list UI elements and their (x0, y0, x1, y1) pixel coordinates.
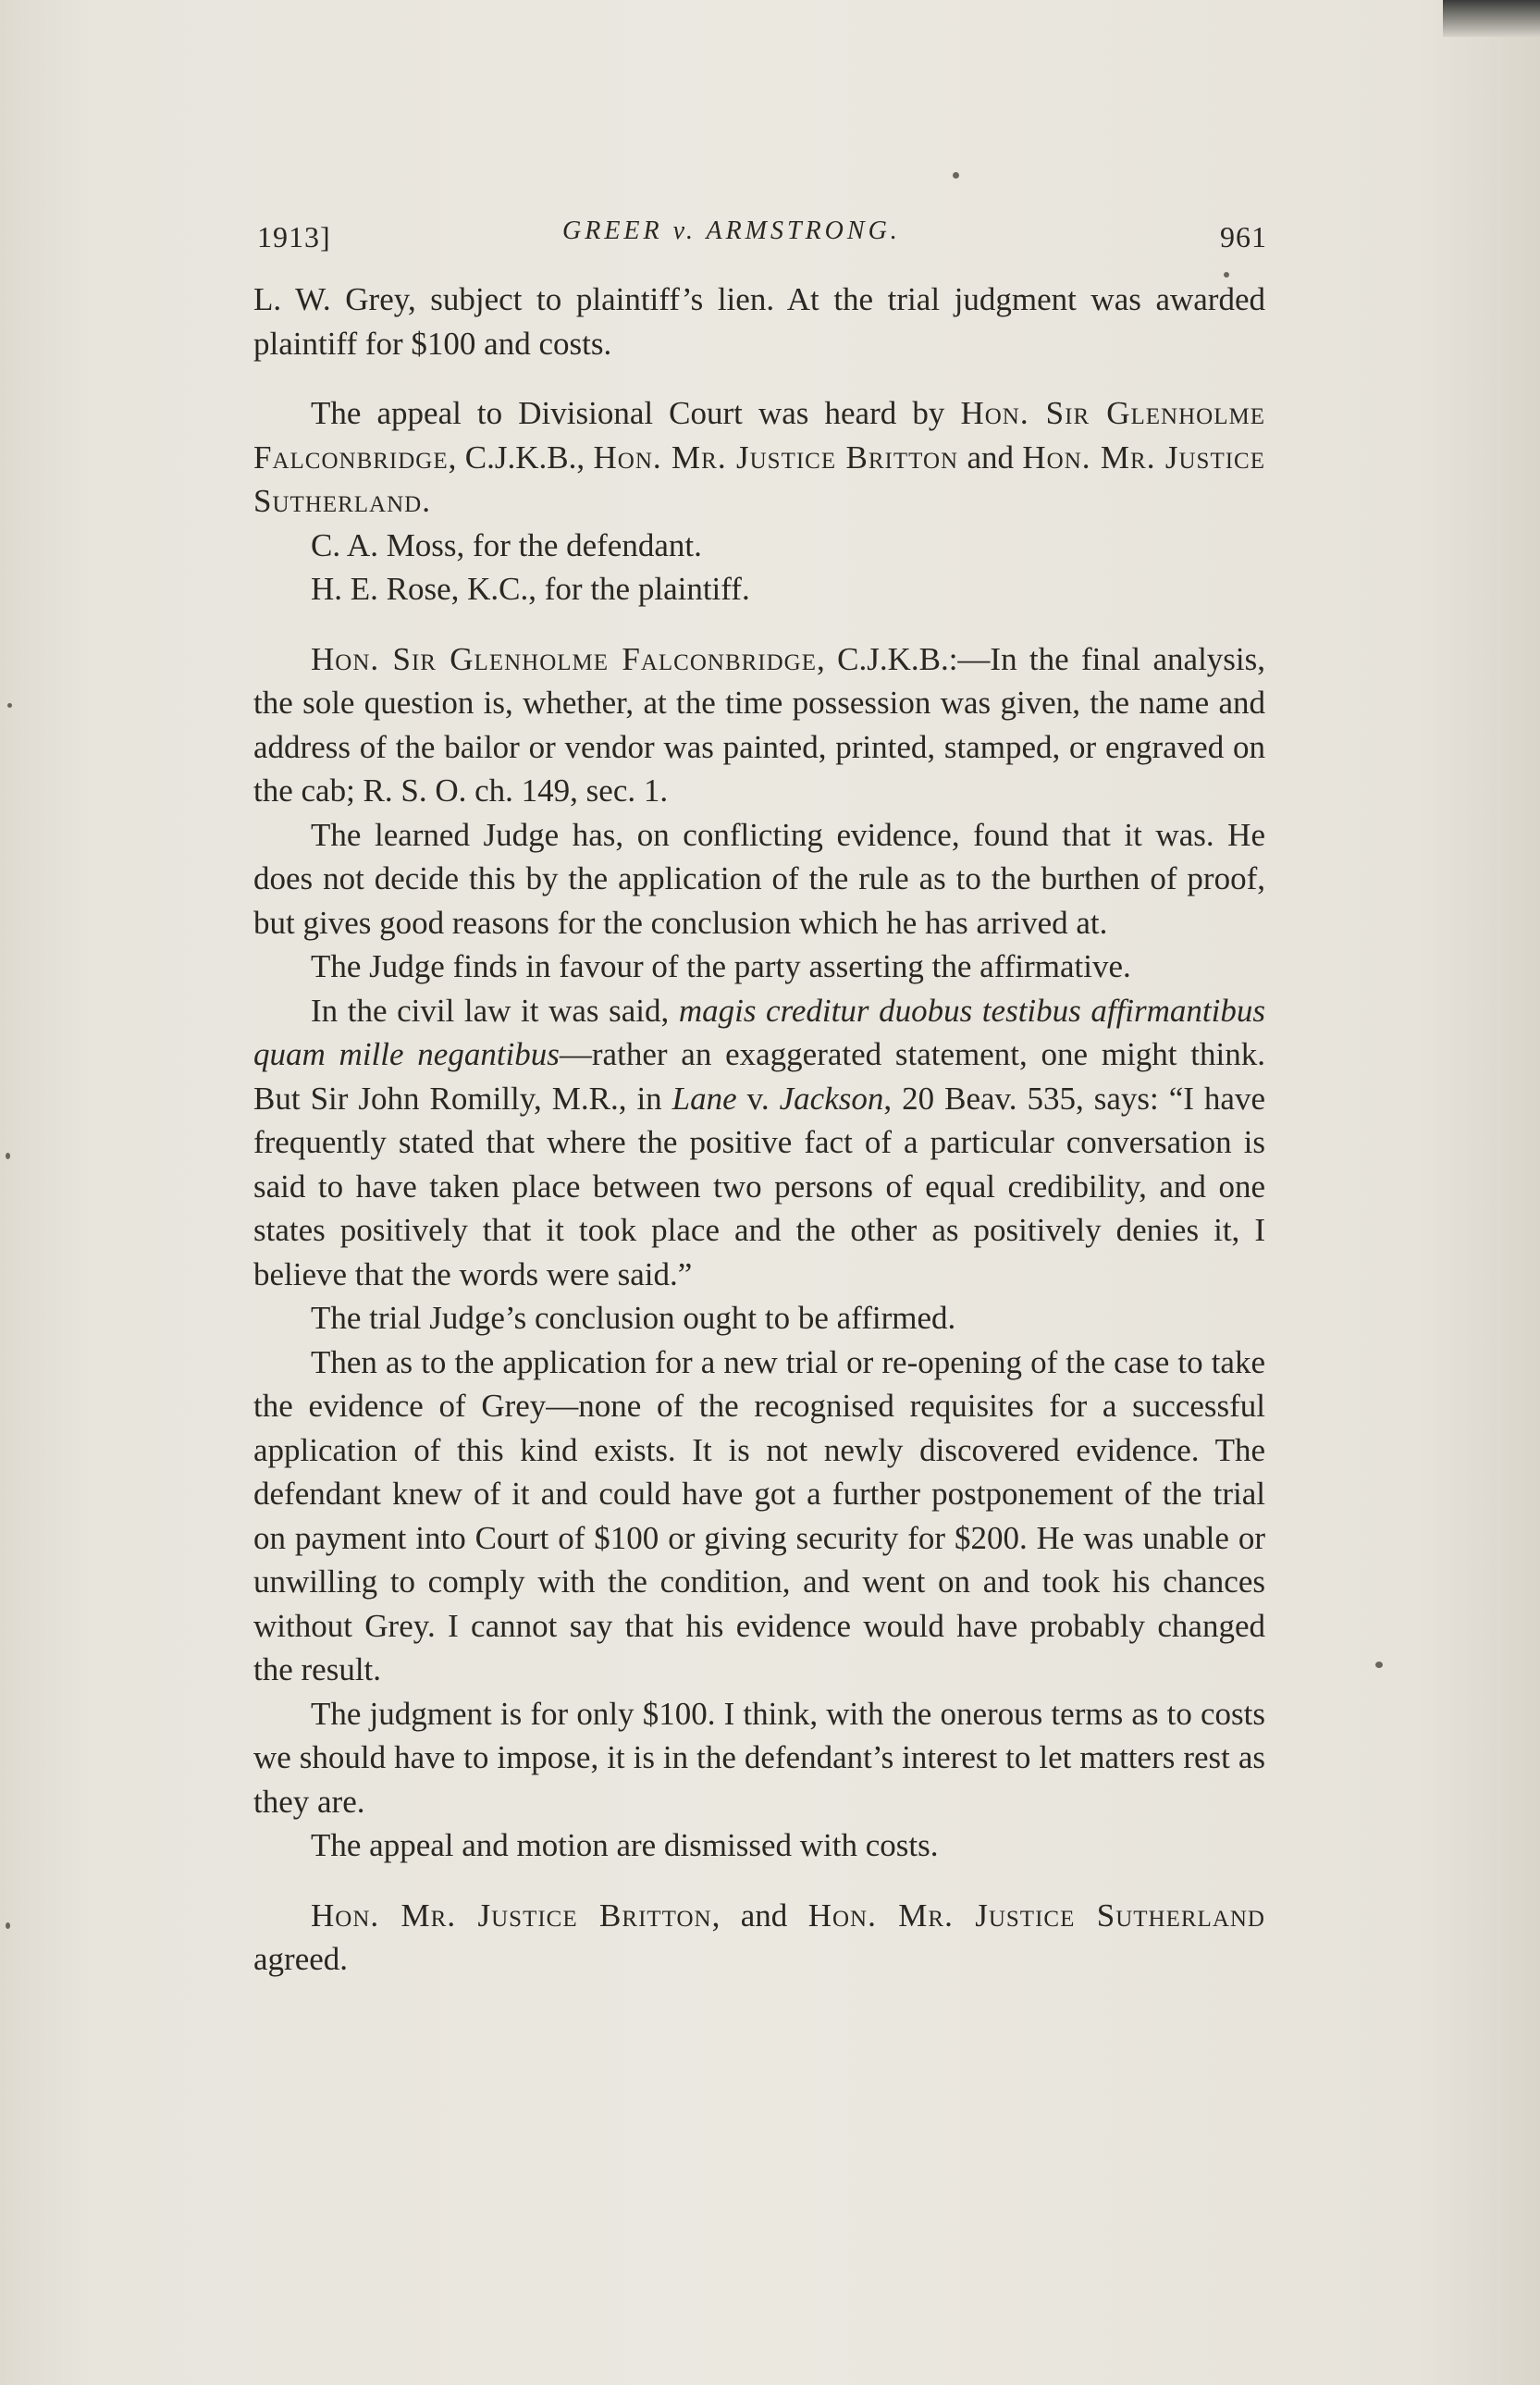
paragraph-judgment-opening (253, 637, 1265, 813)
paragraph-learned-judge: The learned Judge has, on conflicting evidence, found that it was. He does not decide this by the application of the rule as to the burthen of proof, but gives good reasons for the conclusion which he has arrived at. (253, 816, 1265, 941)
text-run: . (422, 483, 430, 519)
judge-name: Hon. Sir Glenholme Falconbridge (311, 640, 818, 677)
text-run: and (958, 439, 1023, 476)
paragraph-judge-finds: The Judge finds in favour of the party asserting the affirmative. (311, 948, 1131, 984)
paper-speck (953, 172, 959, 179)
header-year: 1913] (257, 220, 331, 253)
paper-speck (1375, 1662, 1383, 1668)
paragraph-dismissed: The appeal and motion are dismissed with costs. (311, 1827, 939, 1863)
paragraph-affirmed: The trial Judge’s conclusion ought to be affirmed. (311, 1300, 956, 1336)
page-body (253, 278, 1265, 1982)
text-run: , and (711, 1897, 808, 1934)
counsel-defendant: C. A. Moss, for the defendant. (311, 526, 702, 563)
text-run: , 20 Beav. 535, says: “I have frequently stated that where the positive fact of a particular conversation is said to have taken place between two persons of equal credibility, and one states positively that it took place and the other as positively denies it, I believe that the words were said.” (253, 1080, 1265, 1292)
paper-speck (6, 1153, 10, 1159)
paragraph-bench (253, 391, 1265, 524)
case-party: Lane (671, 1080, 737, 1117)
text-run: In the civil law it was said, (311, 992, 679, 1029)
judge-name: Hon. Mr. Justice Sutherland (253, 439, 1265, 519)
text-run: The appeal to Divisional Court was heard by (311, 395, 961, 431)
page-edge-shadow (1443, 0, 1540, 37)
counsel-plaintiff: H. E. Rose, K.C., for the plaintiff. (311, 571, 750, 607)
text-run: , C.J.K.B., (448, 439, 594, 476)
paragraph-judgment-amount: The judgment is for only $100. I think, with the onerous terms as to costs we should have to impose, it is in the defendant’s interest to let matters rest as they are. (253, 1695, 1265, 1820)
case-party: Jackson (779, 1080, 884, 1117)
latin-maxim: magis creditur duobus testibus affirmantibus quam mille negantibus (253, 992, 1265, 1072)
judge-name: Hon. Mr. Justice Britton (311, 1897, 712, 1934)
paper-speck (7, 703, 12, 708)
judge-name: Hon. Sir Glenholme Falconbridge (253, 395, 1265, 476)
paragraph-new-trial: Then as to the application for a new trial or re-opening of the case to take the evidence of Grey—none of the recognised requisites for a successful application of this kind exists. It is not newly discovered evidence. The defendant knew of it and could have got a further postponement of the trial on payment into Court of $100 or giving security for $200. He was unable or unwilling to comply with the condition, and went on and took his chances without Grey. I cannot say that his evidence would have probably changed the result. (253, 1343, 1265, 1687)
judge-name: Hon. Mr. Justice Britton (593, 439, 959, 476)
text-run: agreed. (253, 1941, 349, 1977)
text-run: —rather an exaggerated statement, one might think. But Sir John Romilly, M.R., in (253, 1036, 1265, 1117)
text-run: , C.J.K.B.:—In the final analysis, the sole question is, whether, at the time possession was given, the name and address of the bailor or vendor was painted, printed, stamped, or engraved on the cab; R. S. O. ch. 149, sec. 1. (253, 640, 1266, 809)
paragraph-concurrence (253, 1894, 1265, 1982)
paragraph-continuation: L. W. Grey, subject to plaintiff’s lien. At the trial judgment was awarded plaintiff for $100 and costs. (253, 281, 1265, 362)
paragraph-civil-law (253, 989, 1265, 1297)
paper-speck (1224, 272, 1229, 278)
header-page-number: 961 (1220, 220, 1267, 253)
judge-name: Hon. Mr. Justice Sutherland (807, 1897, 1265, 1934)
running-header (257, 215, 1267, 261)
text-run: v. (736, 1080, 780, 1117)
paper-speck (6, 1922, 10, 1929)
header-case-title: GREER v. ARMSTRONG. (562, 216, 901, 245)
